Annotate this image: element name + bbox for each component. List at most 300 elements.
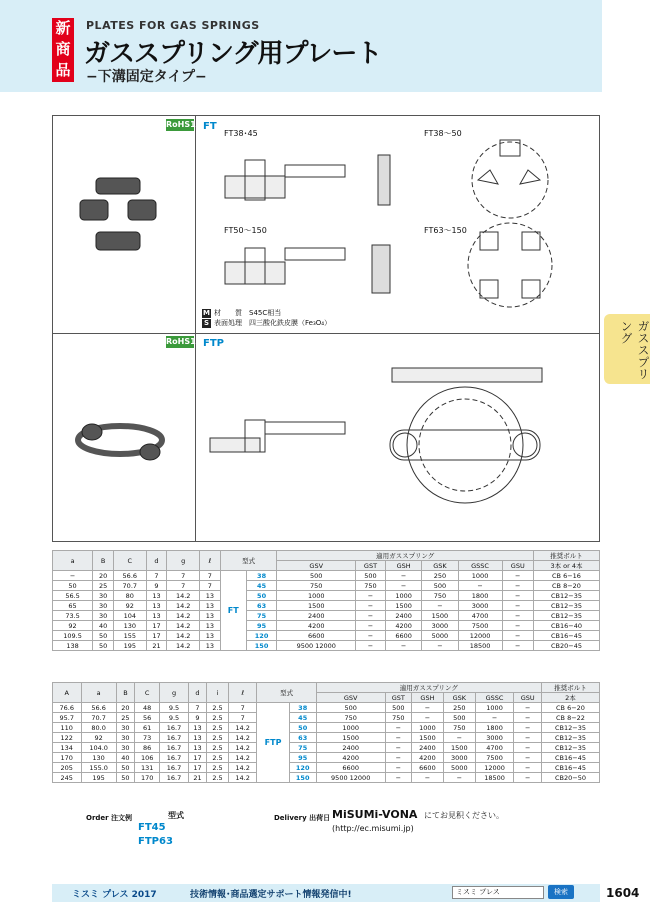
table-cell: 5000 [443,763,475,773]
ft-product-photo [80,178,156,250]
label-ft38-50: FT38〜50 [424,129,462,138]
table-cell: 122 [53,733,82,743]
table-cell: 120 [289,763,316,773]
table-cell: 104 [114,611,146,621]
table-cell: 86 [135,743,160,753]
table-cell: − [356,601,386,611]
model-type-cell: FTP [257,703,289,783]
table-cell: 21 [188,773,206,783]
table-cell: CB16−40 [533,621,599,631]
table-cell: 16.7 [160,753,189,763]
col-gst: GST [356,561,386,571]
table-cell: − [356,631,386,641]
table-cell: 6600 [385,631,421,641]
table-cell: 7 [228,713,257,723]
table-cell: 13 [199,641,220,651]
table-cell: 14.2 [228,743,257,753]
table-cell: 2400 [385,611,421,621]
table-cell: 6600 [277,631,356,641]
table-cell: 16.7 [160,763,189,773]
col-model: 型式 [220,551,277,571]
table-cell: 14.2 [167,591,199,601]
table-cell: 70.7 [81,713,116,723]
table-cell: CB12−35 [541,723,599,733]
order-code-ftp: FTP63 [138,836,173,847]
table-cell: 17 [188,753,206,763]
table-row [53,621,600,631]
table-cell: 14.2 [228,773,257,783]
table-row [53,611,600,621]
table-cell: 1800 [458,591,502,601]
table-cell: 1500 [422,611,458,621]
table-cell: 50 [116,773,134,783]
title-jp: ガススプリング用プレート [84,39,382,69]
col-springs: 適用ガススプリング [316,683,541,693]
section-ft: FT [203,121,217,132]
table-cell: CB 8−20 [533,581,599,591]
table-cell: 4700 [475,743,514,753]
table-row [53,763,600,773]
table-cell: 80.0 [81,723,116,733]
table-cell: 500 [422,581,458,591]
table-cell: − [385,743,411,753]
col-b: B [116,683,134,703]
table-cell: 7500 [458,621,502,631]
table-cell: 7 [146,571,167,581]
table-cell: 500 [277,571,356,581]
table-cell: 1000 [316,723,385,733]
footer-brand: ミスミ プレス 2017 [72,890,157,900]
table-cell: 4200 [412,753,444,763]
table-cell: − [502,591,533,601]
table-cell: 13 [146,611,167,621]
table-cell: 4700 [458,611,502,621]
table-cell: 16.7 [160,723,189,733]
side-tab-label: ガススプリング [619,320,650,380]
table-cell: 13 [188,733,206,743]
table-cell: 56 [135,713,160,723]
col-bolt-count: 3本 or 4本 [533,561,599,571]
table-cell: 2.5 [207,733,229,743]
table-cell: 92 [53,621,93,631]
table-cell: 40 [116,753,134,763]
table-cell: 150 [246,641,277,651]
table-cell: 14.2 [167,611,199,621]
table-cell: CB12−35 [541,733,599,743]
table-cell: 14.2 [228,753,257,763]
table-row [53,773,600,783]
col-a: a [81,683,116,703]
table-cell: 17 [146,631,167,641]
table-cell: CB20−45 [533,641,599,651]
table-row [53,713,600,723]
table-cell: 7 [167,571,199,581]
table-cell: 25 [116,713,134,723]
table-cell: − [356,611,386,621]
table-cell: 20 [116,703,134,713]
table-cell: 14.2 [228,733,257,743]
table-cell: − [514,753,542,763]
table-row [53,631,600,641]
col-gsh: GSH [412,693,444,703]
table-cell: 7 [188,703,206,713]
table-cell: 150 [289,773,316,783]
col-c: C [135,683,160,703]
col-l: ℓ [228,683,257,703]
col-gsv: GSV [277,561,356,571]
table-cell: 56.5 [53,591,93,601]
table-cell: 155 [114,631,146,641]
table-cell: − [514,743,542,753]
table-cell: 20 [93,571,114,581]
table-cell: 40 [93,621,114,631]
table-cell: 14.2 [167,621,199,631]
table-cell: 95 [289,753,316,763]
table-cell: − [356,641,386,651]
table-cell: − [53,571,93,581]
ftp-spec-table [52,682,600,783]
table-cell: − [502,581,533,591]
table-cell: 14.2 [167,601,199,611]
table-cell: 1000 [277,591,356,601]
table-row [53,591,600,601]
table-cell: 1500 [277,601,356,611]
table-cell: CB12−35 [541,743,599,753]
table-cell: 50 [246,591,277,601]
footer-search-input[interactable]: ミスミ プレス [452,886,544,899]
order-section [52,808,600,854]
table-cell: 13 [199,591,220,601]
table-cell: 7500 [475,753,514,763]
table-cell: − [412,713,444,723]
table-cell: − [514,733,542,743]
table-cell: 12000 [475,763,514,773]
label-ft50-150: FT50〜150 [224,226,267,235]
table-row [53,571,600,581]
table-cell: 3000 [458,601,502,611]
table-cell: 30 [93,591,114,601]
ftp-drawings [210,368,542,503]
table-cell: 92 [114,601,146,611]
table-cell: 18500 [475,773,514,783]
table-cell: CB12−35 [533,611,599,621]
col-gst: GST [385,693,411,703]
table-cell: 750 [316,713,385,723]
table-row [53,723,600,733]
vona-url[interactable]: (http://ec.misumi.jp) [332,824,414,833]
col-d: d [188,683,206,703]
table-cell: 21 [146,641,167,651]
label-ft38-45: FT38･45 [224,129,258,138]
table-cell: 3000 [475,733,514,743]
table-cell: − [502,601,533,611]
table-cell: 65 [53,601,93,611]
ft-spec-table [52,550,600,651]
table-cell: 750 [385,713,411,723]
col-gssc: GSSC [475,693,514,703]
table-cell: 104.0 [81,743,116,753]
table-cell: CB16−45 [541,753,599,763]
footer-info: 技術情報･商品選定サポート情報発信中! [190,890,352,900]
table-cell: 13 [199,601,220,611]
table-cell: 170 [53,753,82,763]
table-cell: 50 [116,763,134,773]
table-cell: CB12−35 [533,601,599,611]
table-cell: − [385,753,411,763]
section-ftp: FTP [203,338,224,349]
table-cell: 80 [114,591,146,601]
col-gsu: GSU [502,561,533,571]
col-gssc: GSSC [458,561,502,571]
col-b: B [93,551,114,571]
table-cell: CB16−45 [533,631,599,641]
table-cell: 30 [116,743,134,753]
table-cell: 9 [188,713,206,723]
table-cell: 2.5 [207,763,229,773]
rohs-badge-ft: RoHS10 [166,120,202,129]
table-cell: CB 6−16 [533,571,599,581]
table-cell: 18500 [458,641,502,651]
table-cell: 3000 [422,621,458,631]
table-cell: − [356,621,386,631]
surface-line: 表面処理 四三酸化鉄皮膜（Fe₃O₄） [214,319,332,327]
col-springs: 適用ガススプリング [277,551,534,561]
table-cell: 1000 [475,703,514,713]
col-i: i [207,683,229,703]
table-cell: 7 [199,581,220,591]
table-cell: 7 [167,581,199,591]
table-cell: 45 [289,713,316,723]
table-cell: 75 [246,611,277,621]
order-code-ft: FT45 [138,822,166,833]
table-cell: 1000 [458,571,502,581]
table-cell: 38 [289,703,316,713]
table-cell: − [514,703,542,713]
order-heading: 型式 [168,811,184,820]
table-cell: − [412,773,444,783]
table-cell: − [385,723,411,733]
table-cell: 16.7 [160,743,189,753]
table-cell: 14.2 [228,723,257,733]
table-cell: 17 [146,621,167,631]
table-cell: 130 [114,621,146,631]
label-ft63-150: FT63〜150 [424,226,467,235]
table-cell: 1000 [412,723,444,733]
col-gsu: GSU [514,693,542,703]
table-cell: 5000 [422,631,458,641]
col-a-upper: A [53,683,82,703]
table-cell: 1500 [412,733,444,743]
table-cell: CB16−45 [541,763,599,773]
vona-text: にてお見积ください。 [424,811,504,820]
table-cell: 1500 [443,743,475,753]
table-cell: 4200 [385,621,421,631]
table-cell: 30 [116,723,134,733]
table-cell: 13 [199,611,220,621]
table-cell: 14.2 [167,641,199,651]
table-cell: − [443,733,475,743]
table-cell: 250 [443,703,475,713]
rohs-badge-ftp: RoHS10 [166,337,202,346]
table-cell: 750 [422,591,458,601]
table-cell: 1500 [316,733,385,743]
table-cell: 9.5 [160,703,189,713]
table-cell: − [385,773,411,783]
table-cell: 2.5 [207,713,229,723]
table-cell: 138 [53,641,93,651]
ft-section-drawings [225,155,390,293]
table-cell: 130 [81,753,116,763]
table-cell: 155.0 [81,763,116,773]
footer-search-button[interactable]: 検索 [548,885,574,899]
col-l: ℓ [199,551,220,571]
table-cell: 63 [289,733,316,743]
col-bolt: 推奨ボルト [533,551,599,561]
table-cell: 50 [93,641,114,651]
table-cell: − [385,581,421,591]
table-cell: − [412,703,444,713]
table-cell: 2.5 [207,753,229,763]
table-row [53,601,600,611]
table-cell: 14.2 [228,763,257,773]
table-cell: 9 [146,581,167,591]
table-cell: 50 [93,631,114,641]
table-row [53,703,600,713]
table-cell: − [502,641,533,651]
table-cell: 7 [228,703,257,713]
table-cell: 6600 [412,763,444,773]
table-cell: 120 [246,631,277,641]
table-cell: 205 [53,763,82,773]
ft-plan-drawings [468,140,552,307]
table-cell: 92 [81,733,116,743]
table-cell: 500 [316,703,385,713]
table-cell: − [502,631,533,641]
table-row [53,581,600,591]
table-cell: 106 [135,753,160,763]
table-cell: 131 [135,763,160,773]
table-cell: 56.6 [81,703,116,713]
order-label: Order 注文例 [86,814,133,822]
col-g: g [160,683,189,703]
table-cell: 61 [135,723,160,733]
table-cell: 30 [93,601,114,611]
table-cell: 500 [356,571,386,581]
col-model: 型式 [257,683,316,703]
col-gsk: GSK [422,561,458,571]
table-cell: − [385,641,421,651]
model-type-cell: FT [220,571,246,651]
table-cell: 9500 12000 [277,641,356,651]
table-cell: 3000 [443,753,475,763]
table-cell: 13 [199,621,220,631]
table-cell: 63 [246,601,277,611]
table-cell: 2.5 [207,773,229,783]
subtitle: −下溝固定タイプ− [86,69,207,85]
table-cell: − [514,773,542,783]
table-row [53,641,600,651]
table-cell: 7 [199,571,220,581]
table-cell: 2400 [316,743,385,753]
table-cell: 9.5 [160,713,189,723]
ftp-product-photo [78,424,162,460]
table-cell: CB20−50 [541,773,599,783]
delivery-label: Delivery 出荷日 [274,814,331,822]
table-cell: − [385,763,411,773]
table-cell: 9500 12000 [316,773,385,783]
table-cell: 1000 [385,591,421,601]
table-cell: − [514,723,542,733]
table-cell: 1800 [475,723,514,733]
page-number: 1604 [606,886,640,900]
table-cell: 2.5 [207,723,229,733]
col-gsh: GSH [385,561,421,571]
table-cell: − [514,713,542,723]
table-cell: CB12−35 [533,591,599,601]
table-cell: 500 [443,713,475,723]
table-cell: 16.7 [160,733,189,743]
table-cell: 170 [135,773,160,783]
table-cell: 2.5 [207,703,229,713]
table-cell: 50 [53,581,93,591]
table-cell: 4200 [316,753,385,763]
table-cell: 500 [385,703,411,713]
table-cell: 2400 [277,611,356,621]
table-cell: 13 [199,631,220,641]
material-line: 材 質 S45C相当 [214,309,282,317]
table-cell: 13 [146,601,167,611]
col-c: C [114,551,146,571]
table-cell: 12000 [458,631,502,641]
material-notes: M 材 質 S45C相当 S 表面処理 四三酸化鉄皮膜（Fe₃O₄） [203,309,332,327]
table-cell: 110 [53,723,82,733]
table-cell: 48 [135,703,160,713]
table-cell: 38 [246,571,277,581]
table-cell: 95 [246,621,277,631]
table-cell: 70.7 [114,581,146,591]
table-cell: 6600 [316,763,385,773]
table-row [53,733,600,743]
title-en: PLATES FOR GAS SPRINGS [86,19,260,32]
table-cell: 4200 [277,621,356,631]
table-cell: − [385,571,421,581]
table-cell: 2.5 [207,743,229,753]
table-cell: 2400 [412,743,444,753]
table-cell: 73 [135,733,160,743]
table-cell: 13 [146,591,167,601]
table-cell: 30 [93,611,114,621]
new-product-badge: 新商品 [52,18,74,82]
table-cell: 13 [188,723,206,733]
table-cell: CB 8−22 [541,713,599,723]
table-cell: 109.5 [53,631,93,641]
table-cell: 95.7 [53,713,82,723]
table-cell: − [502,621,533,631]
table-cell: − [356,591,386,601]
table-cell: 14.2 [167,631,199,641]
vona-logo[interactable]: MiSUMi-VONA [332,808,418,821]
col-a: a [53,551,93,571]
table-cell: 56.6 [114,571,146,581]
table-cell: 1500 [385,601,421,611]
footer [0,882,650,918]
table-cell: 195 [81,773,116,783]
table-cell: − [443,773,475,783]
table-cell: 45 [246,581,277,591]
table-cell: − [458,581,502,591]
table-cell: CB 6−20 [541,703,599,713]
col-bolt: 推奨ボルト [541,683,599,693]
